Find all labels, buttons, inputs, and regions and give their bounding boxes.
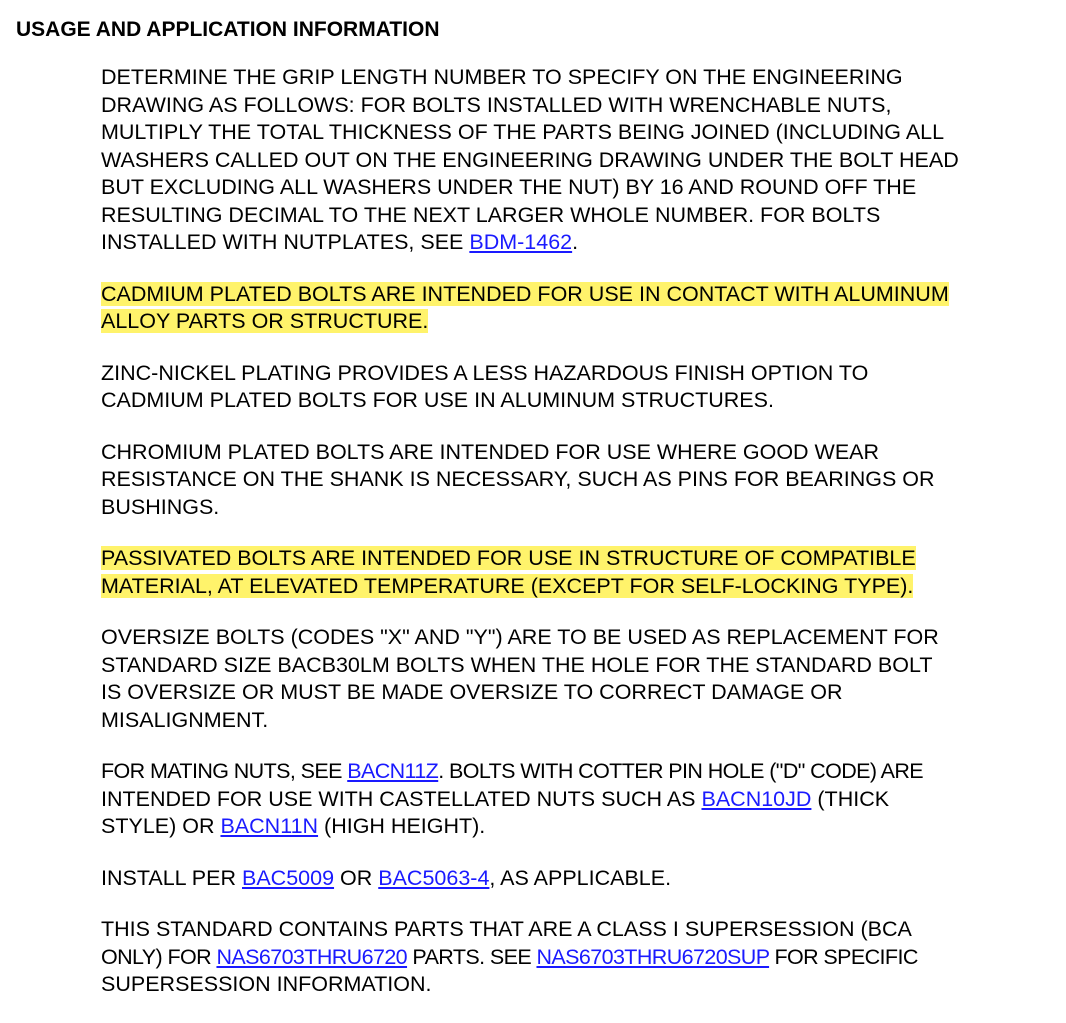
text-fragment: INSTALLED WITH NUTPLATES, SEE: [101, 230, 470, 254]
link-nas6703thru6720sup[interactable]: NAS6703THRU6720SUP: [536, 944, 770, 969]
highlighted-text: CADMIUM PLATED BOLTS ARE INTENDED FOR USE IN CONTACT WITH ALUMINUM: [101, 281, 949, 306]
paragraph-mating-nuts: [101, 758, 1061, 841]
text-fragment: (THICK: [811, 786, 890, 811]
text-fragment: (HIGH HEIGHT).: [318, 814, 486, 838]
text-line: DETERMINE THE GRIP LENGTH NUMBER TO SPECIFY ON THE ENGINEERING: [101, 65, 903, 89]
text-fragment: INTENDED FOR USE WITH CASTELLATED NUTS SUCH AS: [101, 786, 702, 811]
link-bdm-1462[interactable]: BDM-1462: [469, 230, 573, 254]
text-fragment: STYLE) OR: [101, 814, 221, 838]
link-bacn10jd[interactable]: BACN10JD: [701, 786, 812, 811]
text-line: [101, 865, 1061, 893]
link-bac5009[interactable]: BAC5009: [242, 865, 335, 890]
text-line: [101, 545, 1061, 573]
text-line: CADMIUM PLATED BOLTS FOR USE IN ALUMINUM STRUCTURES.: [101, 388, 774, 412]
text-line: [101, 944, 1061, 972]
paragraph-passivated-highlighted: [101, 545, 1061, 600]
highlighted-text: MATERIAL, AT ELEVATED TEMPERATURE (EXCEPT FOR SELF-LOCKING TYPE).: [101, 573, 914, 598]
text-line: CHROMIUM PLATED BOLTS ARE INTENDED FOR USE WHERE GOOD WEAR: [101, 439, 880, 464]
section-title: USAGE AND APPLICATION INFORMATION: [16, 18, 440, 41]
text-line: THIS STANDARD CONTAINS PARTS THAT ARE A CLASS I SUPERSESSION (BCA: [101, 917, 912, 941]
highlighted-text: ALLOY PARTS OR STRUCTURE.: [101, 309, 429, 333]
link-bacn11z[interactable]: BACN11Z: [347, 759, 439, 783]
link-nas6703thru6720[interactable]: NAS6703THRU6720: [216, 944, 408, 969]
highlighted-text: PASSIVATED BOLTS ARE INTENDED FOR USE IN STRUCTURE OF COMPATIBLE: [101, 546, 916, 570]
text-line: RESULTING DECIMAL TO THE NEXT LARGER WHOLE NUMBER. FOR BOLTS: [101, 202, 881, 227]
text-fragment: PARTS. SEE: [407, 944, 537, 969]
text-fragment: .: [572, 230, 579, 254]
text-line: OVERSIZE BOLTS (CODES "X" AND "Y") ARE TO BE USED AS REPLACEMENT FOR: [101, 625, 939, 649]
paragraph-supersession: [101, 916, 1061, 999]
text-line: ZINC-NICKEL PLATING PROVIDES A LESS HAZARDOUS FINISH OPTION TO: [101, 360, 869, 385]
paragraph-grip-length: [101, 64, 1061, 257]
paragraph-cadmium-highlighted: [101, 281, 1061, 336]
text-line: IS OVERSIZE OR MUST BE MADE OVERSIZE TO CORRECT DAMAGE OR: [101, 680, 843, 704]
link-bacn11n[interactable]: BACN11N: [220, 814, 319, 838]
paragraph-chromium: [101, 439, 1061, 522]
text-fragment: FOR SPECIFIC: [769, 944, 918, 969]
text-line: DRAWING AS FOLLOWS: FOR BOLTS INSTALLED WITH WRENCHABLE NUTS,: [101, 92, 892, 117]
text-line: [101, 281, 1061, 309]
text-line: [101, 308, 1061, 336]
text-line: STANDARD SIZE BACB30LM BOLTS WHEN THE HOLE FOR THE STANDARD BOLT: [101, 652, 933, 677]
text-line: RESISTANCE ON THE SHANK IS NECESSARY, SUCH AS PINS FOR BEARINGS OR: [101, 467, 935, 491]
text-line: [101, 786, 1061, 814]
text-fragment: ONLY) FOR: [101, 944, 217, 969]
text-line: [101, 758, 1061, 786]
text-line: [101, 813, 1061, 841]
text-fragment: FOR MATING NUTS, SEE: [101, 759, 348, 783]
text-line: BUSHINGS.: [101, 494, 220, 519]
paragraph-install: [101, 865, 1061, 893]
text-line: BUT EXCLUDING ALL WASHERS UNDER THE NUT) BY 16 AND ROUND OFF THE: [101, 175, 917, 199]
text-line: MULTIPLY THE TOTAL THICKNESS OF THE PARTS BEING JOINED (INCLUDING ALL: [101, 120, 945, 144]
text-line: [101, 229, 1061, 257]
text-fragment: INSTALL PER: [101, 865, 242, 890]
text-line: WASHERS CALLED OUT ON THE ENGINEERING DRAWING UNDER THE BOLT HEAD: [101, 147, 959, 172]
text-line: SUPERSESSION INFORMATION.: [101, 972, 432, 996]
text-line: MISALIGNMENT.: [101, 707, 269, 732]
paragraph-zinc-nickel: [101, 360, 1061, 415]
paragraph-oversize: [101, 624, 1061, 734]
link-bac5063-4[interactable]: BAC5063-4: [378, 865, 490, 890]
section-body: [101, 64, 1061, 1023]
text-fragment: . BOLTS WITH COTTER PIN HOLE ("D" CODE) ARE: [438, 759, 924, 783]
text-line: [101, 573, 1061, 601]
text-fragment: OR: [334, 865, 379, 890]
text-fragment: , AS APPLICABLE.: [489, 865, 672, 890]
